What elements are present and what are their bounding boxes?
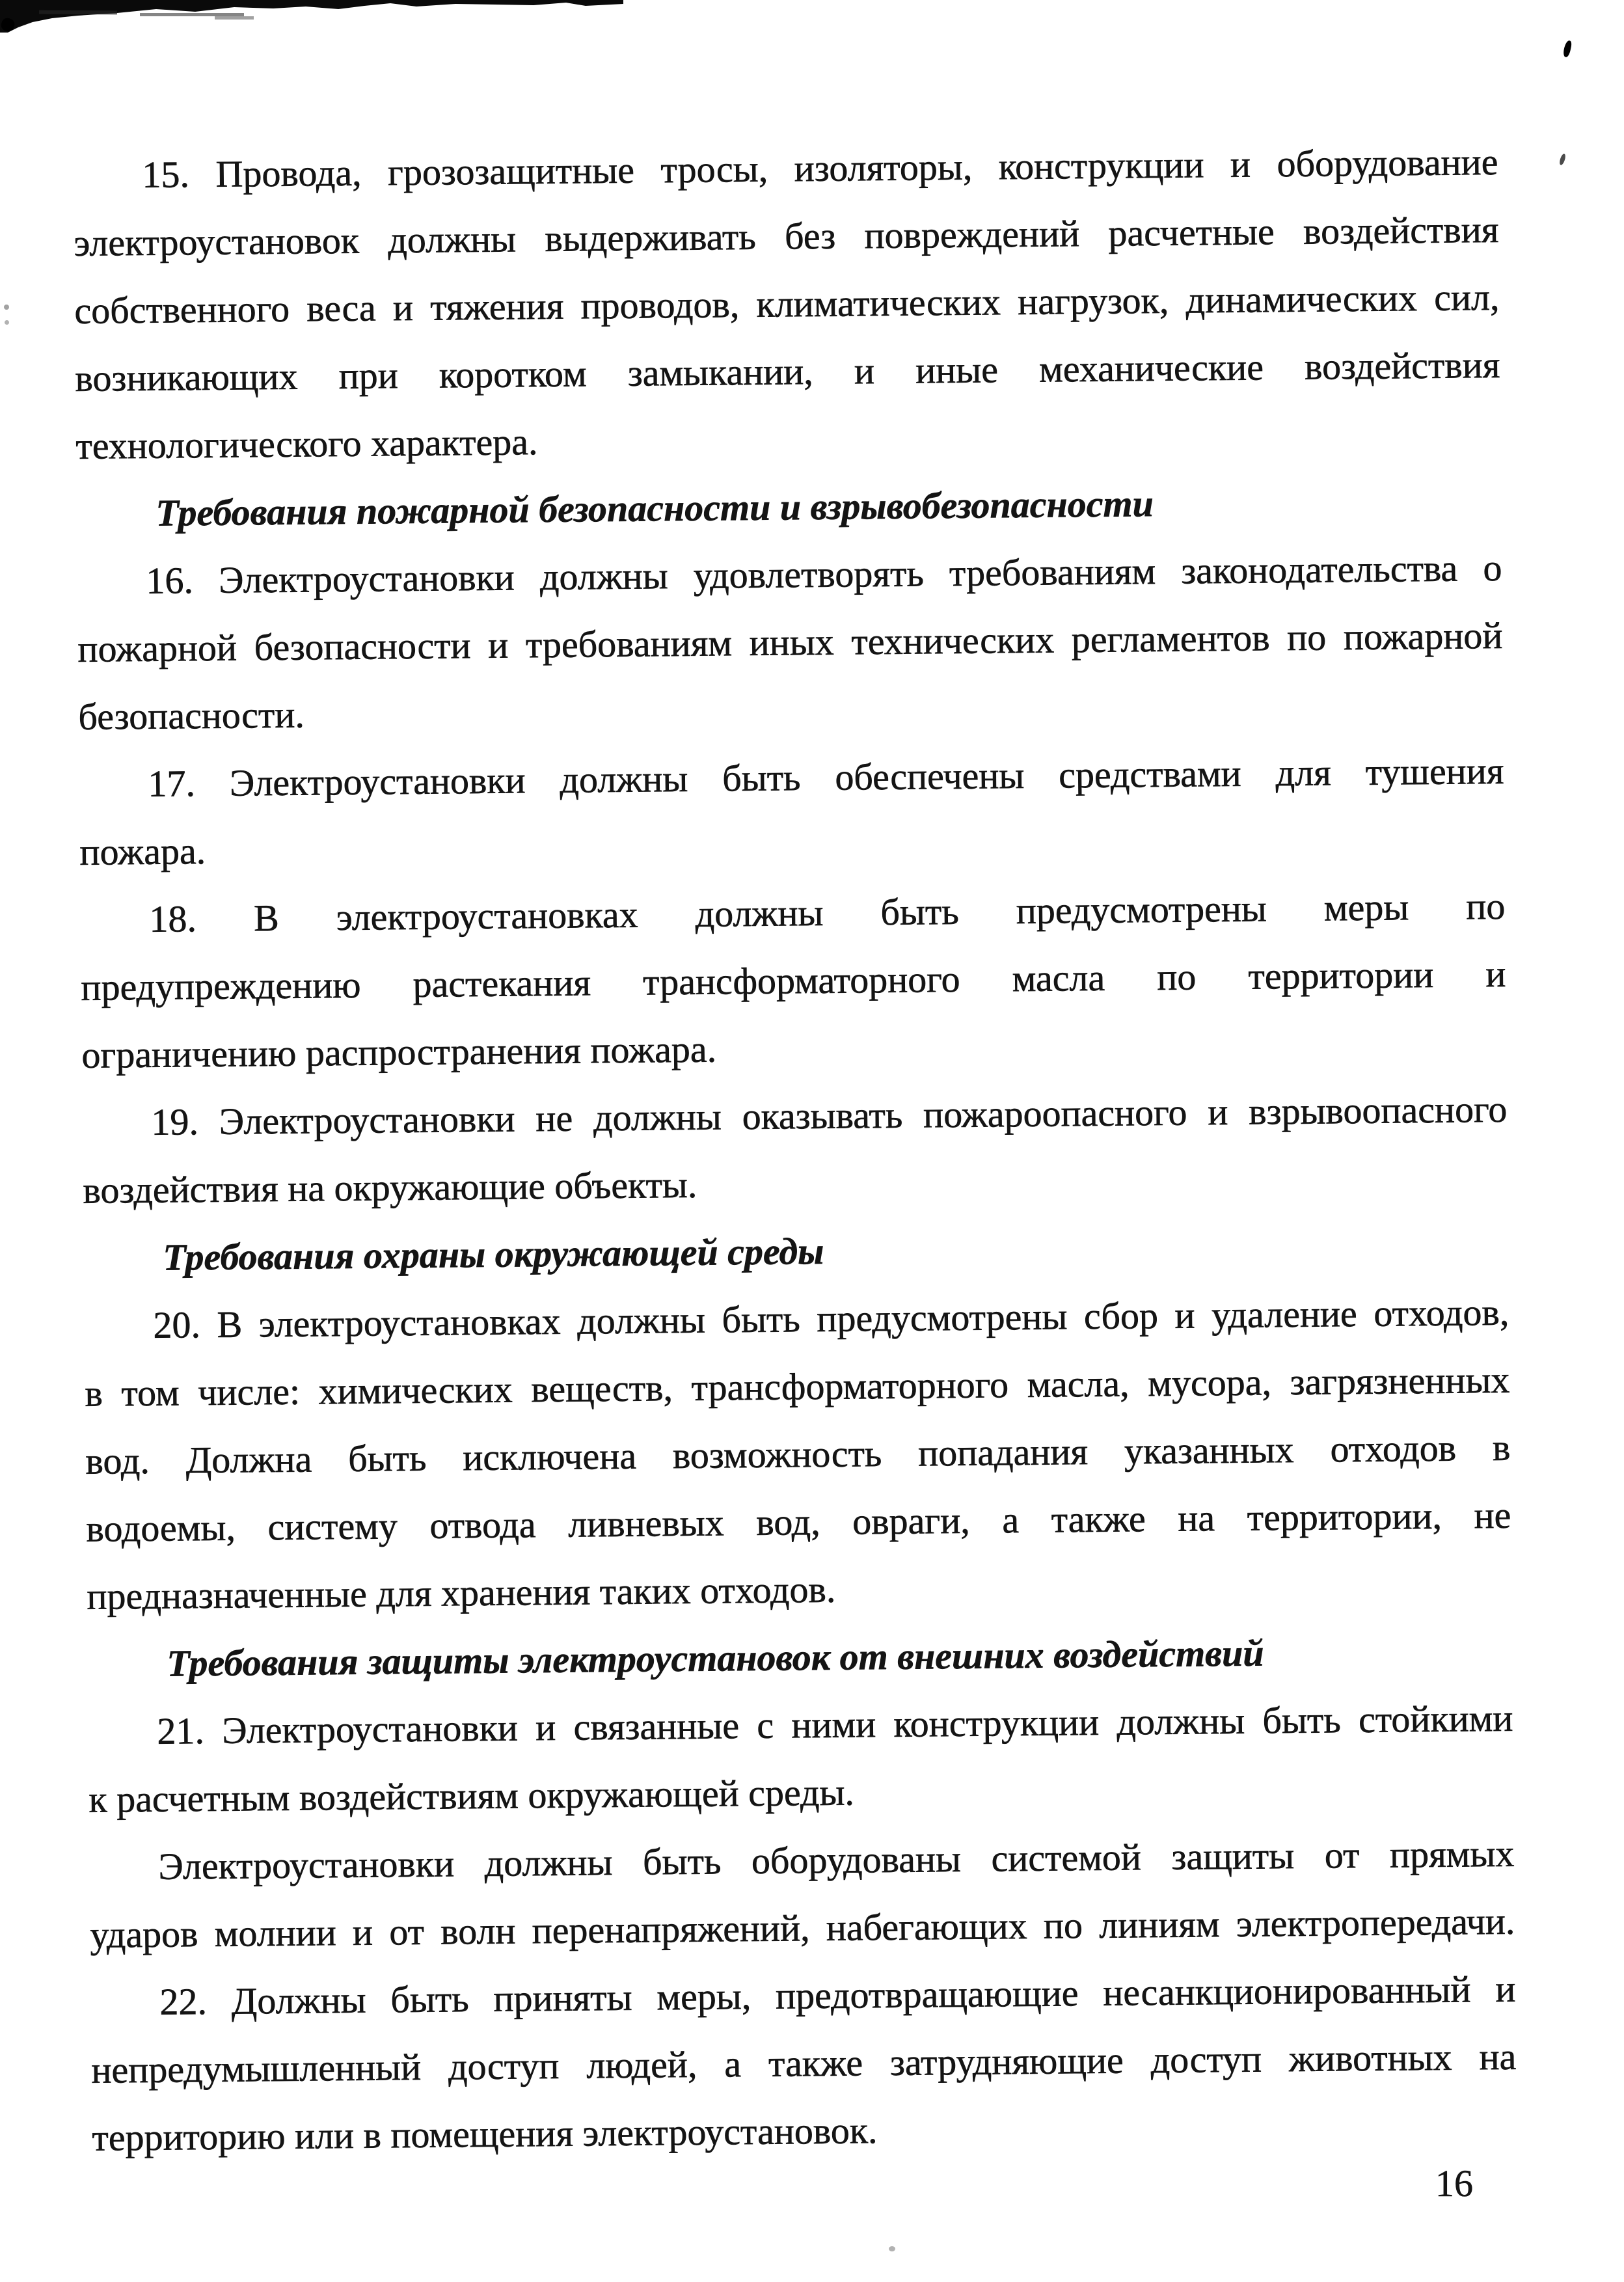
- scan-speck: [1562, 40, 1572, 58]
- text-line: 16. Электроустановки должны удовлетворять требованиям законодательства о: [146, 546, 1502, 602]
- text-line: пожарной безопасности и требованиям иных технических регламентов по пожарной: [77, 614, 1503, 670]
- scan-speck: [5, 320, 9, 325]
- paragraph-21-continued: [89, 1820, 1515, 1969]
- text-line: территорию или в помещения электроустановок.: [92, 2109, 878, 2159]
- text-line: технологического характера.: [75, 420, 538, 467]
- text-line: к расчетным воздействиям окружающей среды.: [88, 1771, 855, 1821]
- heading-line: Требования пожарной безопасности и взрывобезопасности: [156, 482, 1154, 534]
- text-line: 18. В электроустановках должны быть предусмотрены меры по: [149, 884, 1506, 940]
- paragraph-22: [90, 1955, 1517, 2172]
- text-line: вод. Должна быть исключена возможность попадания указанных отходов в: [85, 1426, 1511, 1482]
- text-line: воздействия на окружающие объекты.: [83, 1163, 697, 1212]
- text-line: безопасности.: [78, 693, 305, 738]
- text-line: Электроустановки должны быть оборудованы системой защиты от прямых: [158, 1832, 1515, 1888]
- scan-artifact-bar: [0, 0, 625, 33]
- text-line: ударов молнии и от волн перенапряжений, набегающих по линиям электропередачи.: [90, 1899, 1515, 1956]
- scan-speck: [889, 2246, 895, 2251]
- text-line: пожара.: [79, 830, 206, 873]
- paragraph-19: [82, 1076, 1508, 1225]
- paragraph-17: [79, 737, 1505, 886]
- scan-artifact-streak: [39, 10, 117, 15]
- scan-speck: [4, 305, 9, 310]
- text-line: электроустановок должны выдерживать без повреждений расчетные воздействия: [74, 208, 1499, 264]
- text-line: 20. В электроустановках должны быть предусмотрены сбор и удаление отходов,: [153, 1290, 1509, 1346]
- text-line: 15. Провода, грозозащитные тросы, изоляторы, конструкции и оборудование: [142, 140, 1498, 196]
- document-body: [73, 128, 1517, 2172]
- paragraph-18: [80, 873, 1507, 1089]
- paragraph-15: [73, 128, 1501, 480]
- text-line: непредумышленный доступ людей, а также затрудняющие доступ животных на: [91, 2035, 1517, 2091]
- scan-artifact-streak: [215, 16, 254, 20]
- text-line: 17. Электроустановки должны быть обеспечены средствами для тушения: [148, 749, 1504, 805]
- text-line: предупреждению растекания трансформаторного масла по территории и: [81, 952, 1506, 1009]
- page-number: 16: [1435, 2162, 1473, 2205]
- text-line: водоемы, систему отвода ливневых вод, овраги, а также на территории, не: [86, 1493, 1511, 1550]
- text-line: 19. Электроустановки не должны оказывать пожароопасного и взрывоопасного: [151, 1087, 1508, 1143]
- text-line: 21. Электроустановки и связанные с ними конструкции должны быть стойкими: [157, 1696, 1513, 1752]
- paragraph-16: [77, 534, 1504, 751]
- paragraph-20: [84, 1279, 1512, 1631]
- text-line: 22. Должны быть приняты меры, предотвращающие несанкционированный и: [159, 1967, 1516, 2023]
- heading-line: Требования защиты электроустановок от внешних воздействий: [167, 1631, 1264, 1685]
- text-line: предназначенные для хранения таких отходов.: [87, 1568, 836, 1618]
- paragraph-21: [88, 1685, 1514, 1834]
- text-line: возникающих при коротком замыкании, и иные механические воздействия: [75, 343, 1500, 400]
- scan-speck: [1558, 153, 1566, 165]
- text-line: в том числе: химических веществ, трансформаторного масла, мусора, загрязненных: [85, 1358, 1510, 1415]
- heading-line: Требования охраны окружающей среды: [163, 1229, 824, 1279]
- text-line: собственного веса и тяжения проводов, климатических нагрузок, динамических сил,: [74, 275, 1500, 332]
- text-line: ограничению распространения пожара.: [81, 1027, 717, 1076]
